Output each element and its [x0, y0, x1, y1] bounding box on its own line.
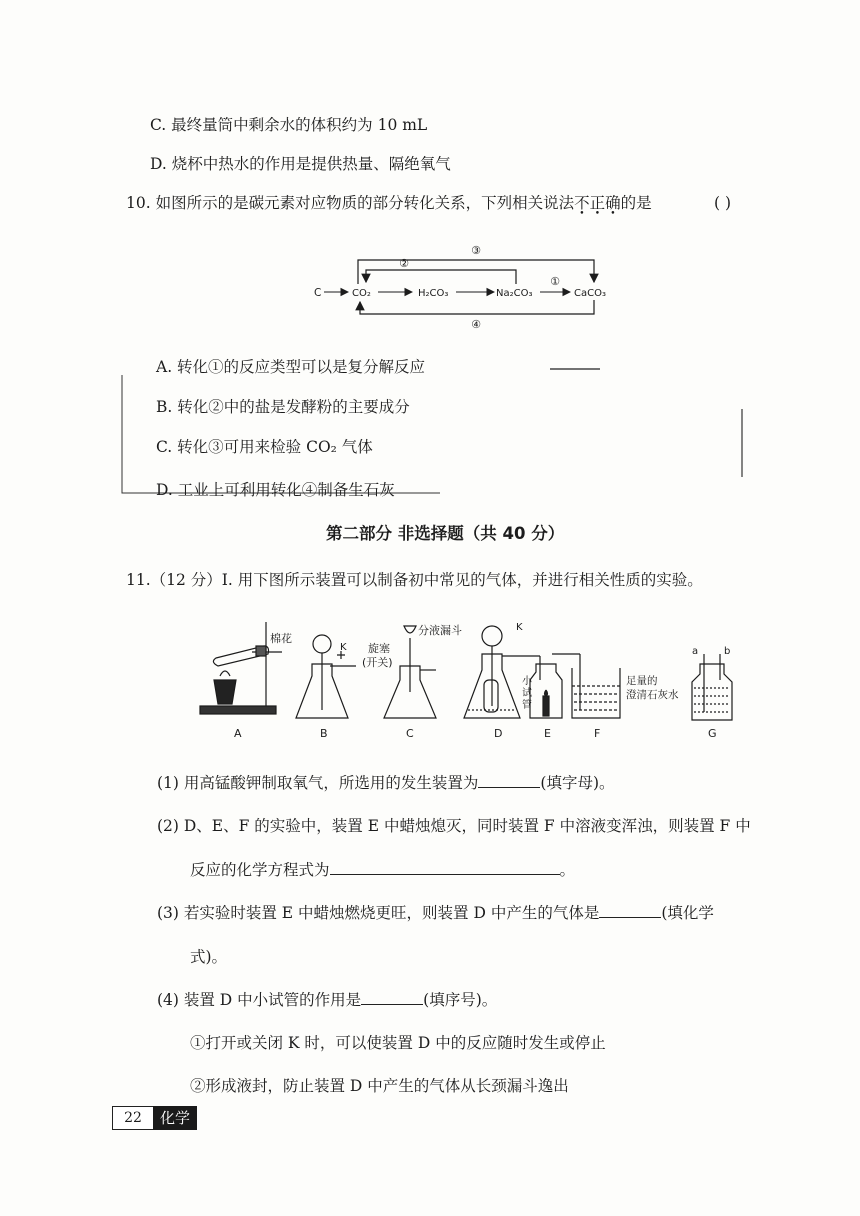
label-switch: (开关): [362, 656, 393, 669]
node-caco3: CaCO₃: [574, 288, 606, 299]
node-c: C: [314, 287, 322, 299]
node-co2: CO₂: [352, 288, 371, 299]
label-stopcock: 旋塞: [368, 642, 390, 655]
q11-sub4-blank[interactable]: [361, 990, 423, 1005]
q11-sub1-tail: (填字母)。: [540, 774, 615, 792]
q11-stem: 11.（12 分）Ⅰ. 用下图所示装置可以制备初中常见的气体，并进行相关性质的实验。: [126, 571, 703, 589]
q10-stem-emphasis: [574, 194, 621, 212]
q10-option-a: A. 转化①的反应类型可以是复分解反应: [156, 358, 426, 376]
label-1: ①: [550, 275, 560, 288]
part2-heading: 第二部分 非选择题（共 40 分）: [326, 524, 565, 543]
label-d: D: [494, 727, 503, 740]
label-small-tube-2: 试: [522, 688, 532, 699]
subject-tag: 化学: [153, 1106, 197, 1130]
label-g: G: [708, 727, 717, 740]
label-c: C: [406, 727, 414, 740]
q11-sub4-option1: ①打开或关闭 K 时，可以使装置 D 中的反应随时发生或停止: [190, 1034, 606, 1052]
q11-sub4: [157, 989, 497, 1011]
q10-option-b: B. 转化②中的盐是发酵粉的主要成分: [156, 398, 410, 416]
q11-sub3-line2: 式)。: [190, 948, 228, 966]
q11-sub3-blank[interactable]: [599, 903, 661, 918]
q11-sub3-tail: (填化学: [661, 904, 714, 922]
q10-answer-bracket: ( ): [714, 194, 732, 212]
page-number: 22: [112, 1106, 154, 1130]
q9-option-c: C. 最终量筒中剩余水的体积约为 10 mL: [150, 116, 428, 134]
node-na2co3: Na₂CO₃: [496, 288, 533, 299]
q10-stem: [126, 192, 652, 214]
emphasis-char: 不: [574, 194, 590, 212]
label-small-tube-3: 管: [522, 700, 532, 711]
q11-sub4-text: (4) 装置 D 中小试管的作用是: [157, 991, 362, 1009]
label-e: E: [544, 727, 551, 740]
carbon-conversion-diagram: [300, 238, 620, 330]
emphasis-char: 正: [589, 194, 606, 212]
label-cotton: 棉花: [270, 632, 292, 645]
label-2: ②: [399, 257, 409, 270]
q10-option-d: D. 工业上可利用转化④制备生石灰: [156, 481, 395, 499]
q11-sub2-tail: 。: [559, 861, 576, 879]
q11-sub2-line1: (2) D、E、F 的实验中，装置 E 中蜡烛熄灭，同时装置 F 中溶液变浑浊，则装置 F 中: [157, 817, 751, 835]
emphasis-char: 确: [605, 194, 621, 212]
label-pipe-b: b: [724, 646, 731, 657]
q10-stem-before: 10. 如图所示的是碳元素对应物质的部分转化关系，下列相关说法: [126, 194, 575, 212]
q11-sub2-blank[interactable]: [330, 860, 560, 875]
label-b: B: [320, 727, 328, 740]
q11-sub2-line2: [190, 859, 575, 881]
q9-option-d: D. 烧杯中热水的作用是提供热量、隔绝氧气: [150, 155, 451, 173]
apparatus-figure: [196, 610, 756, 745]
label-a: A: [234, 727, 242, 740]
label-small-tube-1: 小: [522, 676, 532, 687]
q11-sub3-text: (3) 若实验时装置 E 中蜡烛燃烧更旺，则装置 D 中产生的气体是: [157, 904, 600, 922]
q11-sub3-line1: [157, 902, 714, 924]
q11-sub1-text: (1) 用高锰酸钾制取氧气，所选用的发生装置为: [157, 774, 479, 792]
q11-sub1: [157, 772, 615, 794]
node-h2co3: H₂CO₃: [418, 288, 449, 299]
label-limewater-1: 足量的: [626, 675, 658, 687]
label-f: F: [594, 727, 601, 740]
q10-option-c: C. 转化③可用来检验 CO₂ 气体: [156, 438, 373, 456]
q10-stem-after: 的是: [620, 194, 652, 212]
q11-sub1-blank[interactable]: [478, 773, 540, 788]
scan-frame: [120, 365, 750, 497]
q11-sub2-text: 反应的化学方程式为: [190, 861, 330, 879]
label-pipe-a: a: [692, 646, 699, 657]
q11-sub4-tail: (填序号)。: [423, 991, 498, 1009]
q11-sub4-option2: ②形成液封，防止装置 D 中产生的气体从长颈漏斗逸出: [190, 1077, 569, 1095]
label-k1: K: [340, 642, 347, 653]
label-limewater-2: 澄清石灰水: [626, 689, 679, 701]
label-k2: K: [516, 622, 523, 633]
label-funnel: 分液漏斗: [418, 624, 462, 637]
label-3: ③: [471, 244, 481, 257]
label-4: ④: [471, 318, 481, 330]
